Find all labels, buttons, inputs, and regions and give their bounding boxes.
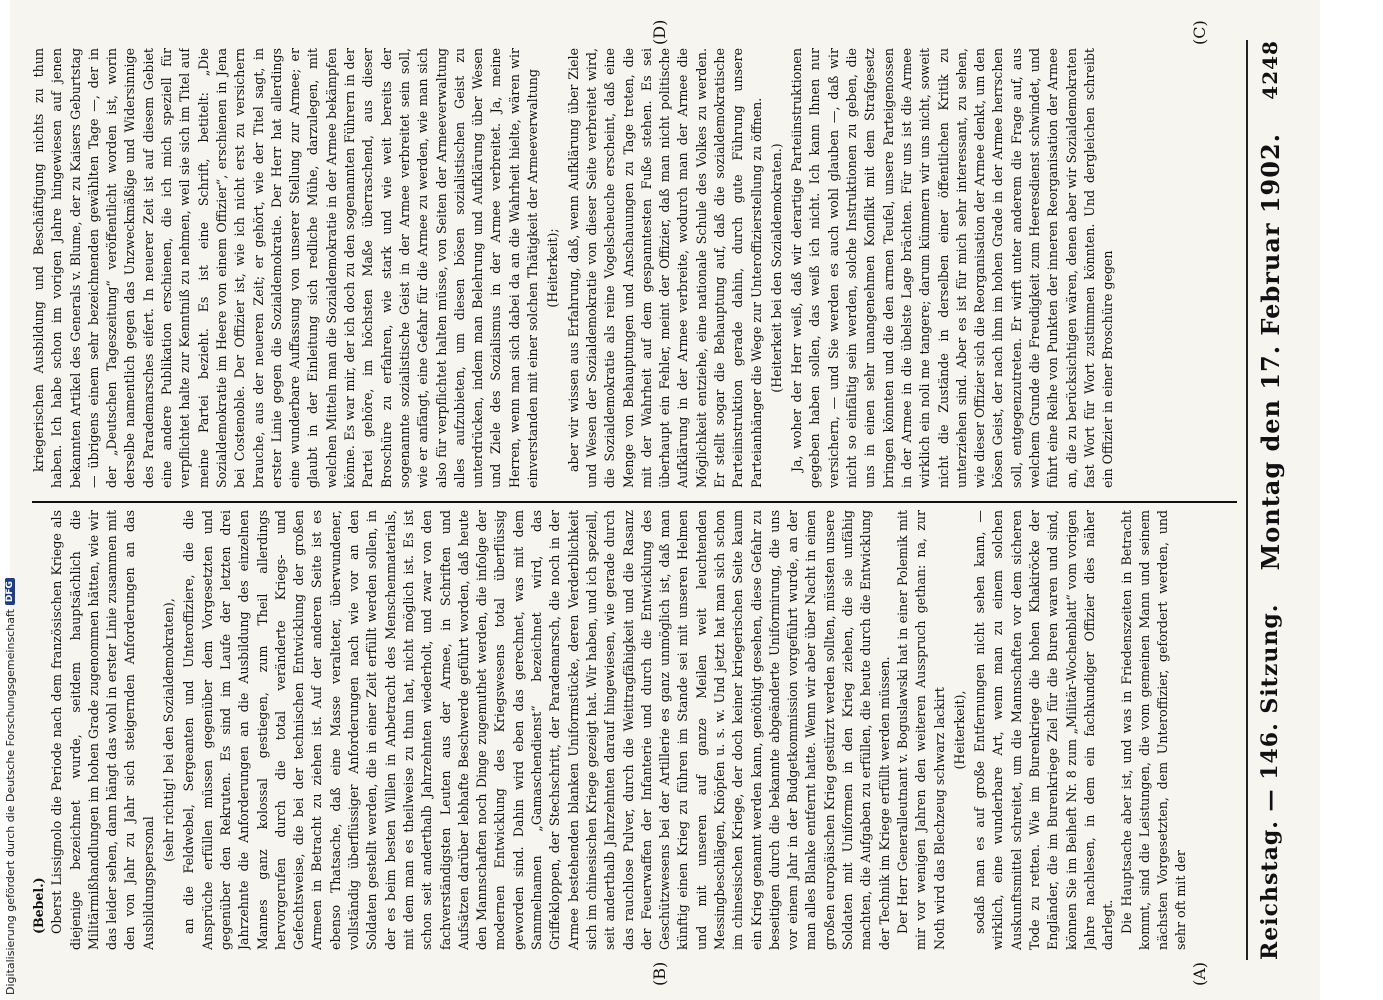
scanned-page bbox=[10, 0, 1320, 1000]
header-rule bbox=[1246, 40, 1248, 960]
margin-marker-b: (B) bbox=[650, 961, 669, 986]
left-column bbox=[30, 510, 1240, 950]
text-paragraph: sodaß man es auf große Entfernungen nicht sehen kann, — wirklich, eine wunderbare Art, wenn man zu einem solchen Auskunftsmittel schreitet, um die Mannschaften vor dem sicheren Tode zu retten. Wie im Burenkriege die hohen Khakiröcke der Engländer, die im Burenkriege Ziel für die Buren waren und sind, können Sie im Beiheft Nr. 8 zum „Militär-Wochenblatt“ vom vorigen Jahre nachlesen, in dem ein fachkundiger Offizier dies näher darlegt. bbox=[972, 510, 1116, 950]
margin-marker-d: (D) bbox=[650, 19, 669, 45]
dfg-logo-icon: DFG bbox=[5, 578, 15, 605]
text-paragraph: an die Feldwebel, Sergeanten und Unteroffiziere, die die Ansprüche erfüllen müssen gegenüber dem Vorgesetzten und gegenüber den Rekruten. Es sind im Laufe der letzten drei Jahrzehnte die Anforderungen an die Ausbildung des einzelnen Mannes ganz kolossal gestiegen, zum Theil allerdings hervorgerufen durch die total veränderte Kriegs- und Gefechtsweise, die bei der technischen Entwicklung der großen Armeen in Betracht zu ziehen ist. Auf der anderen Seite ist es ebenso Thatsache, daß eine Masse veralteter, überwundener, vollständig überflüssiger Anforderungen nach wie vor an den Soldaten gestellt werden, die in einer Zeit erfüllt werden sollen, in der es beim besten Willen in Anbetracht des Menschenmaterials, mit dem man es theilweise zu thun hat, nicht möglich ist. Es ist schon seit anderthalb Jahrzehnten wiederholt, und zwar von den fachverständigsten Leuten aus der Armee, in Schriften und Aufsätzen darüber lebhafte Beschwerde geführt worden, daß heute den Mannschaften noch Dinge zugemuthet werden, die infolge der modernen Entwicklung des Kriegswesens total überflüssig geworden sind. Dahin wird eben das gerechnet, was mit dem Sammelnamen „Gamaschendienst“ bezeichnet wird, das Griffekloppen, der Stechschritt, der Parademarsch, die noch in der Armee bestehenden blanken Uniformstücke, deren Verderblichkeit sich im chinesischen Kriege gezeigt hat. Wir haben, und ich speziell, seit anderthalb Jahrzehnten darauf hingewiesen, wie gerade durch das rauchlose Pulver, durch die Weittragfähigkeit und die Rasanz der Feuerwaffen der Infanterie und durch die Entwicklung des Geschützwesens bei der Artillerie es ganz unmöglich ist, daß man künftig einen Krieg zu führen im Stande sei mit unseren Helmen und mit unseren auf ganze Meilen weit leuchtenden Messingbeschlägen, Knöpfen u. s. w. Und jetzt hat man sich schon im chinesischen Kriege, der doch keiner kriegerischen Seite kaum ein Krieg genannt werden kann, genöthigt gesehen, diese Gefahr zu beseitigen durch die bekannte abgeänderte Uniformirung, die uns vor einem Jahr in der Budgetkommission vorgeführt wurde, an der man alles Blanke entfernt hatte. Wenn wir aber über Nacht in einen großen europäischen Krieg gestürzt werden sollten, müssten unsere Soldaten mit Uniformen in den Krieg ziehen, die sie unfähig machten, die Aufgaben zu erfüllen, die heute durch die Entwicklung der Technik im Kriege erfüllt werden müssen. bbox=[181, 510, 892, 950]
text-paragraph: Der Herr Generalleutnant v. Boguslawski hat in einer Polemik mit mir vor wenigen Jahren den weiteren Ausspruch gethan: na, zur Noth wird das Blechzeug schwarz lackirt bbox=[894, 510, 947, 950]
text-paragraph: (Heiterkeit), bbox=[951, 690, 967, 770]
text-paragraph: (sehr richtig! bei den Sozialdemokraten), bbox=[161, 598, 177, 862]
text-paragraph: Die Hauptsache aber ist, und was in Friedenszeiten in Betracht kommt, sind die Leistungen, die vom gemeinen Mann und seinem nächsten Vorgesetzten, dem Unteroffizier, gefordert werden, und sehr oft mit der bbox=[1118, 510, 1189, 950]
column-divider bbox=[32, 501, 1237, 503]
funding-note-text: Digitalisierung gefördert durch die Deutsche Forschungsgemeinschaft bbox=[3, 609, 17, 995]
text-paragraph: aber wir wissen aus Erfahrung, daß, wenn Aufklärung über Ziele und Wesen der Sozialdemokratie von dieser Seite verbreitet wird, die Sozialdemokratie als reine Vogelscheuche erscheint, daß eine Menge von Behauptungen und Anschauungen zu Tage treten, die mit der Wahrheit auf dem gespanntesten Fuße stehen. Es sei überhaupt ein Fehler, meint der Offizier, daß man nicht politische Aufklärung in der Armee verbreite, wodurch man der Armee die Möglichkeit entziehe, eine nationale Schule des Volkes zu werden. Er stellt sogar die Behauptung auf, daß die sozialdemokratische Parteiinstruktion gerade dahin, durch gute Führung unsere Parteianhänger die Wege zur Unteroffizierstellung zu öffnen. bbox=[565, 48, 764, 488]
page-header bbox=[1252, 40, 1288, 960]
header-date: Montag den 17. Februar 1902. bbox=[1255, 132, 1285, 571]
text-paragraph: kriegerischen Ausbildung und Beschäftigung nichts zu thun haben. Ich habe schon im vorigen Jahre hingewiesen auf jenen bekannten Artikel des Generals v. Blume, der zu Kaisers Geburtstag — übrigens einem sehr bezeichnenden gewählten Tage —, der in der „Deutschen Tageszeitung“ veröffentlicht worden ist, worin derselbe namentlich gegen das Unzweckmäßige und Widersinnige des Parademarsches eifert. In neuerer Zeit ist auf diesem Gebiet eine andere Publikation erschienen, die ich mich speziell für verpflichtet halte zur Kenntniß zu nehmen, weil sie sich im Titel auf meine Partei bezieht. Es ist eine Schrift, betitelt: „Die Sozialdemokratie im Heere von einem Offizier“, erschienen in Jena bei Costenoble. Der Offizier ist, wie ich nicht erst zu versichern brauche, aus der neueren Zeit; er gehört, wie der Titel sagt, in erster Linie gegen die Sozialdemokratie. Der Herr hat allerdings eine wunderbare Auffassung von unserer Stellung zur Armee; er glaubt in der Einleitung sich redliche Mühe, darzulegen, mit welchen Mitteln man die Sozialdemokratie in der Armee bekämpfen könne. Es war mir, der ich doch zu den sogenannten Führern in der Partei gehöre, im höchsten Maße überraschend, aus dieser Broschüre zu erfahren, wie stark und wie weit bereits der sogenannte sozialistische Geist in der Armee verbreitet sein soll, wie er anfängt, eine Gefahr für die Armee zu werden, wie man sich also für verpflichtet halten müsse, von Seiten der Armeeverwaltung alles aufzubieten, um diesen bösen sozialistischen Geist zu unterdrücken, indem man Belehrung und Aufklärung über Wesen und Ziele des Sozialismus in der Armee verbreitet. Ja, meine Herren, wenn man sich dabei da an die Wahrheit hielte, wären wir einverstanden mit einer solchen Thätigkeit der Armeeverwaltung bbox=[31, 48, 541, 488]
text-paragraph: (Heiterkeit); bbox=[545, 228, 561, 308]
text-paragraph: (Heiterkeit bei den Sozialdemokraten.) bbox=[768, 143, 784, 393]
margin-marker-c: (C) bbox=[1190, 20, 1209, 45]
right-column bbox=[30, 48, 1240, 488]
margin-marker-a: (A) bbox=[1190, 961, 1209, 986]
text-paragraph: Oberst Lissignolo die Periode nach dem französischen Kriege als diejenige bezeichnet wurde, seitdem hauptsächlich die Militärmißhandlungen im hohen Grade zugenommen hätten, wie wir das leider sehen, dann hängt das wohl in erster Linie zusammen mit den von Jahr zu Jahr sich steigernden Anforderungen an das Ausbildungspersonal bbox=[49, 510, 156, 950]
text-paragraph: Ja, woher der Herr weiß, daß wir derartige Parteiinstruktionen gegeben haben sollen, das weiß ich nicht. Ich kann Ihnen nur versichern, — und Sie werden es auch wohl glauben —, daß wir nicht so einfältig sein werden, solche Instruktionen zu geben, die uns in einen sehr unangenehmen Konflikt mit dem Strafgesetz bringen könnten und die den armen Teufel, unsere Parteigenossen in der Armee in die übelste Lage brächten. Für uns ist die Armee wirklich ein noli me tangere; darum kümmern wir uns nicht, soweit nicht die Zustände in derselben einer öffentlichen Kritik zu unterziehen sind. Aber es ist für mich sehr interessant, zu sehen, wie dieser Offizier sich die Reorganisation der Armee denkt, um den bösen Geist, der nach ihm im hohen Grade in der Armee herrschen soll, entgegenzutreten. Er wirft unter anderem die Frage auf, aus welchem Grunde die Freudigkeit zum Heeresdienst schwindet, und führt eine Reihe von Punkten der inneren Reorganisation der Armee an, die zu berücksichtigen wären, denen aber wir Sozialdemokraten fast Wort für Wort zustimmen könnten. Und dergleichen schreibt ein Offizier in einer Broschüre gegen bbox=[789, 48, 1116, 488]
header-title: Reichstag. — 146. Sitzung. bbox=[1257, 603, 1283, 960]
page-number: 4248 bbox=[1258, 40, 1282, 100]
funding-note bbox=[2, 581, 18, 995]
speaker-label: (Bebel.) bbox=[31, 877, 46, 934]
